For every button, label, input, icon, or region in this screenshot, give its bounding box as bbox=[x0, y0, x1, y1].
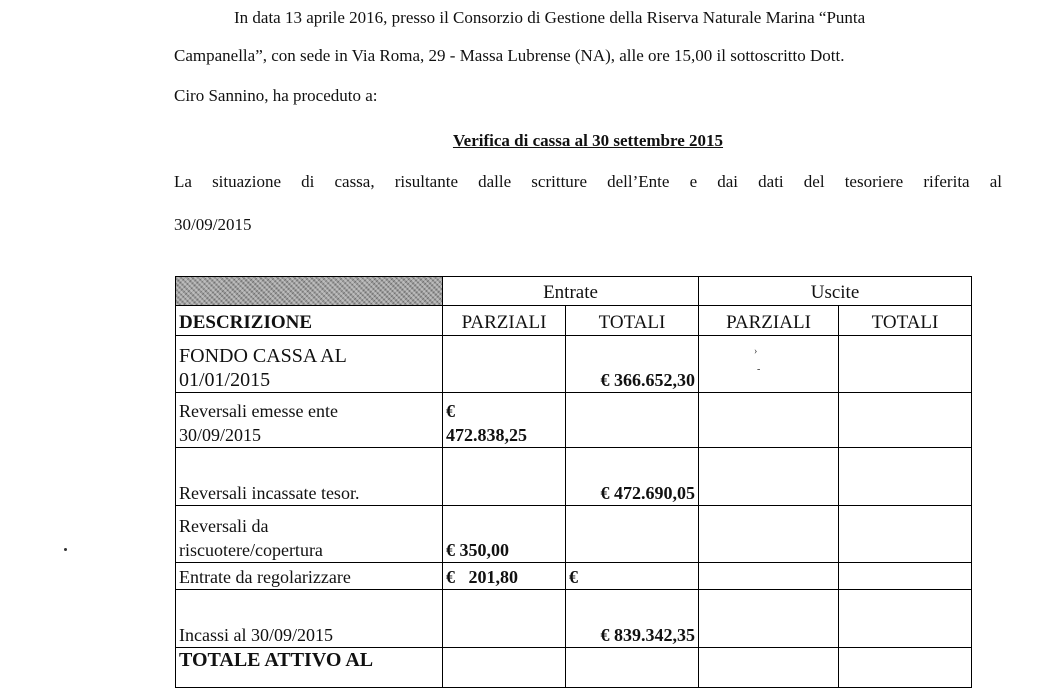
row-description bbox=[176, 563, 443, 590]
uscite-parziali-header: PARZIALI bbox=[699, 306, 839, 336]
table-row bbox=[176, 648, 972, 688]
row-description-line: Reversali incassate tesor. bbox=[179, 483, 360, 503]
entrate-parziali-cell bbox=[443, 590, 566, 648]
cash-statement-table bbox=[175, 276, 972, 688]
row-description bbox=[176, 336, 443, 393]
situation-line-1: La situazione di cassa, risultante dalle scritture dell’Ente e dai dati del tesoriere riferita al bbox=[174, 172, 1002, 191]
column-header-row bbox=[176, 306, 972, 336]
row-description-line: FONDO CASSA AL bbox=[179, 345, 347, 367]
row-description bbox=[176, 648, 443, 688]
row-description bbox=[176, 393, 443, 448]
row-description-line: TOTALE ATTIVO AL bbox=[179, 649, 374, 671]
uscite-parziali-cell bbox=[699, 336, 839, 393]
intro-line-2: Campanella”, con sede in Via Roma, 29 - Massa Lubrense (NA), alle ore 15,00 il sottoscritto Dott. bbox=[174, 46, 845, 65]
uscite-parziali-cell bbox=[699, 648, 839, 688]
row-description-line: Entrate da regolarizzare bbox=[179, 567, 351, 587]
entrate-parziali-cell: € 350,00 bbox=[443, 506, 566, 563]
entrate-parziali-cell: € 201,80 bbox=[443, 563, 566, 590]
row-description-line: 30/09/2015 bbox=[179, 425, 262, 445]
table-row bbox=[176, 590, 972, 648]
entrate-totali-cell: € 839.342,35 bbox=[566, 590, 699, 648]
entrate-totali-cell bbox=[566, 648, 699, 688]
amount-line: € bbox=[446, 401, 455, 421]
scan-speck bbox=[64, 548, 67, 551]
descrizione-header: DESCRIZIONE bbox=[176, 306, 443, 336]
entrate-parziali-cell bbox=[443, 648, 566, 688]
entrate-parziali-cell bbox=[443, 448, 566, 506]
amount-line: 472.838,25 bbox=[446, 425, 527, 445]
entrate-totali-cell: € bbox=[566, 563, 699, 590]
uscite-parziali-cell bbox=[699, 393, 839, 448]
entrate-parziali-header: PARZIALI bbox=[443, 306, 566, 336]
uscite-parziali-cell bbox=[699, 506, 839, 563]
row-description bbox=[176, 590, 443, 648]
entrate-parziali-cell bbox=[443, 393, 566, 448]
shaded-header-cell bbox=[176, 277, 443, 306]
uscite-totali-cell bbox=[839, 336, 972, 393]
table-row bbox=[176, 336, 972, 393]
row-description-line: Reversali emesse ente bbox=[179, 401, 338, 421]
table-row bbox=[176, 448, 972, 506]
entrate-totali-header: TOTALI bbox=[566, 306, 699, 336]
row-description-line: Reversali da bbox=[179, 516, 269, 536]
scan-mark: › bbox=[754, 346, 758, 357]
intro-line-1: In data 13 aprile 2016, presso il Consorzio di Gestione della Riserva Naturale Marina “Punta bbox=[234, 8, 866, 27]
table-row bbox=[176, 393, 972, 448]
uscite-totali-cell bbox=[839, 393, 972, 448]
intro-line-3: Ciro Sannino, ha proceduto a: bbox=[174, 86, 378, 105]
situation-line-2: 30/09/2015 bbox=[174, 215, 252, 234]
row-description bbox=[176, 448, 443, 506]
table-row bbox=[176, 506, 972, 563]
entrate-parziali-cell bbox=[443, 336, 566, 393]
entrate-header: Entrate bbox=[443, 277, 699, 306]
entrate-totali-cell: € 366.652,30 bbox=[566, 336, 699, 393]
table-row bbox=[176, 563, 972, 590]
row-description bbox=[176, 506, 443, 563]
uscite-totali-cell bbox=[839, 506, 972, 563]
uscite-totali-cell bbox=[839, 648, 972, 688]
row-description-line: 01/01/2015 bbox=[179, 369, 271, 391]
row-description-line: riscuotere/copertura bbox=[179, 540, 323, 560]
entrate-totali-cell: € 472.690,05 bbox=[566, 448, 699, 506]
entrate-totali-cell bbox=[566, 393, 699, 448]
uscite-totali-cell bbox=[839, 563, 972, 590]
uscite-totali-header: TOTALI bbox=[839, 306, 972, 336]
uscite-parziali-cell bbox=[699, 590, 839, 648]
uscite-parziali-cell bbox=[699, 563, 839, 590]
uscite-totali-cell bbox=[839, 590, 972, 648]
uscite-parziali-cell bbox=[699, 448, 839, 506]
entrate-totali-cell bbox=[566, 506, 699, 563]
row-description-line: Incassi al 30/09/2015 bbox=[179, 625, 333, 645]
document-heading: Verifica di cassa al 30 settembre 2015 bbox=[452, 131, 724, 150]
scan-mark: - bbox=[757, 364, 761, 375]
group-header-row bbox=[176, 277, 972, 306]
uscite-header: Uscite bbox=[699, 277, 972, 306]
uscite-totali-cell bbox=[839, 448, 972, 506]
